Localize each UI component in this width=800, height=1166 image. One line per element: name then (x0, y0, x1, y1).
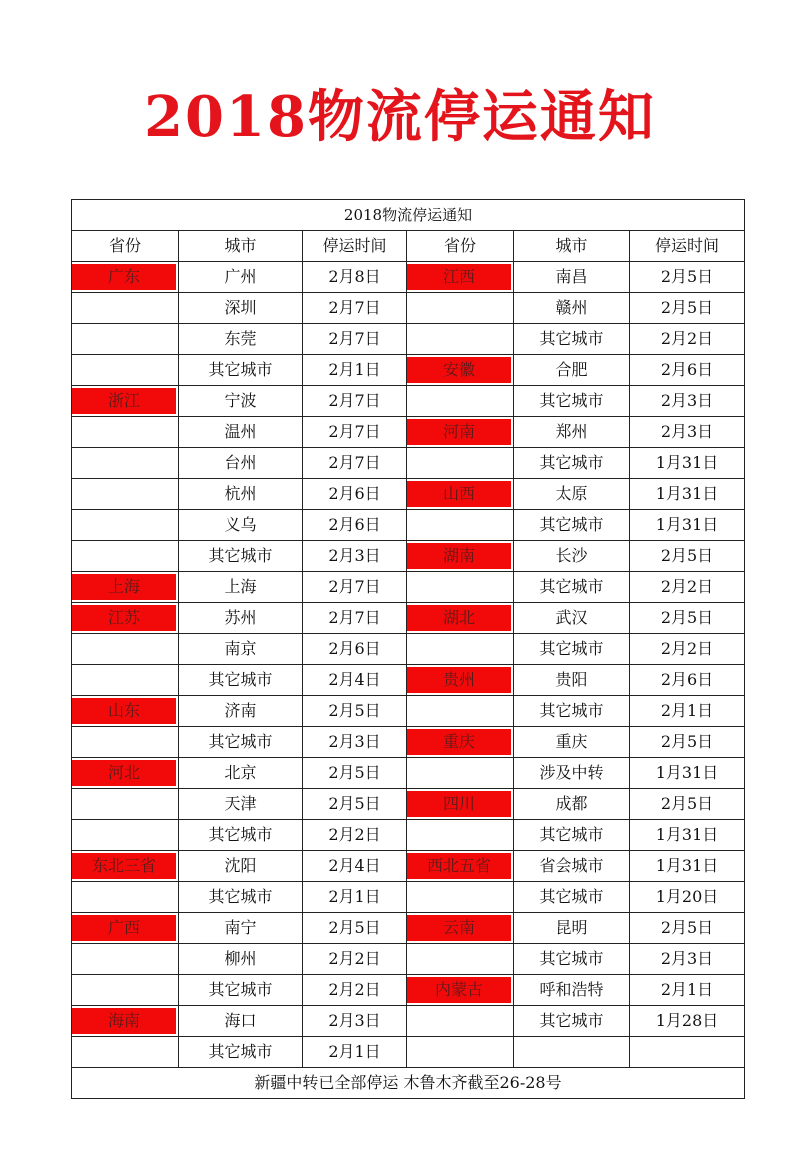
city-cell-left: 其它城市 (179, 820, 303, 851)
city-cell-left: 北京 (179, 758, 303, 789)
province-label: 安徽 (407, 357, 511, 383)
city-cell-left: 其它城市 (179, 1037, 303, 1068)
table-row (72, 448, 745, 479)
date-cell-left: 2月5日 (303, 696, 407, 727)
city-cell-right: 成都 (514, 789, 630, 820)
table-title: 2018物流停运通知 (72, 200, 745, 231)
date-cell-right: 1月31日 (630, 448, 745, 479)
province-label: 四川 (407, 791, 511, 817)
province-label: 内蒙古 (407, 977, 511, 1003)
province-cell-left (72, 944, 179, 975)
city-cell-right: 其它城市 (514, 634, 630, 665)
province-label: 山西 (407, 481, 511, 507)
province-cell-right (407, 851, 514, 882)
province-cell-left (72, 882, 179, 913)
city-cell-right: 郑州 (514, 417, 630, 448)
date-cell-left: 2月3日 (303, 727, 407, 758)
province-label: 广西 (72, 915, 176, 941)
date-cell-right: 1月31日 (630, 851, 745, 882)
date-cell-right: 1月31日 (630, 820, 745, 851)
province-label: 山东 (72, 698, 176, 724)
table-row (72, 262, 745, 293)
province-cell-right (407, 603, 514, 634)
date-cell-right: 2月2日 (630, 634, 745, 665)
province-cell-right (407, 510, 514, 541)
date-cell-right: 2月5日 (630, 541, 745, 572)
date-cell-left: 2月3日 (303, 1006, 407, 1037)
date-cell-left: 2月7日 (303, 603, 407, 634)
province-cell-left (72, 386, 179, 417)
table-row (72, 1006, 745, 1037)
header-city-right: 城市 (514, 231, 630, 262)
city-cell-right: 其它城市 (514, 882, 630, 913)
header-date-left: 停运时间 (303, 231, 407, 262)
date-cell-left: 2月7日 (303, 572, 407, 603)
province-cell-left (72, 1006, 179, 1037)
province-label: 海南 (72, 1008, 176, 1034)
table-row (72, 727, 745, 758)
city-cell-left: 其它城市 (179, 975, 303, 1006)
city-cell-left: 天津 (179, 789, 303, 820)
date-cell-right: 2月2日 (630, 572, 745, 603)
date-cell-left: 2月1日 (303, 882, 407, 913)
province-cell-right (407, 882, 514, 913)
province-cell-left (72, 355, 179, 386)
city-cell-right: 其它城市 (514, 386, 630, 417)
city-cell-left: 杭州 (179, 479, 303, 510)
city-cell-left: 海口 (179, 1006, 303, 1037)
table-row (72, 386, 745, 417)
table-title-row (72, 200, 745, 231)
city-cell-left: 其它城市 (179, 727, 303, 758)
date-cell-right: 2月6日 (630, 355, 745, 386)
date-cell-left: 2月5日 (303, 758, 407, 789)
city-cell-left: 南京 (179, 634, 303, 665)
city-cell-right: 长沙 (514, 541, 630, 572)
table-row (72, 944, 745, 975)
province-cell-right (407, 820, 514, 851)
province-cell-right (407, 386, 514, 417)
city-cell-right: 其它城市 (514, 944, 630, 975)
city-cell-left: 其它城市 (179, 355, 303, 386)
date-cell-left: 2月7日 (303, 386, 407, 417)
city-cell-right: 贵阳 (514, 665, 630, 696)
province-cell-left (72, 324, 179, 355)
table-row (72, 789, 745, 820)
city-cell-right: 其它城市 (514, 820, 630, 851)
province-cell-left (72, 634, 179, 665)
table-row (72, 541, 745, 572)
table-row (72, 479, 745, 510)
table-row (72, 603, 745, 634)
province-label: 江西 (407, 264, 511, 290)
province-cell-right (407, 262, 514, 293)
city-cell-left: 义乌 (179, 510, 303, 541)
date-cell-right: 1月31日 (630, 758, 745, 789)
table-row (72, 510, 745, 541)
province-cell-right (407, 417, 514, 448)
city-cell-left: 温州 (179, 417, 303, 448)
province-cell-right (407, 479, 514, 510)
province-cell-left (72, 293, 179, 324)
date-cell-left: 2月7日 (303, 448, 407, 479)
province-cell-right (407, 572, 514, 603)
table-row (72, 572, 745, 603)
province-cell-left (72, 572, 179, 603)
province-label: 河南 (407, 419, 511, 445)
date-cell-right: 2月6日 (630, 665, 745, 696)
province-cell-right (407, 758, 514, 789)
date-cell-left: 2月2日 (303, 944, 407, 975)
date-cell-right: 1月31日 (630, 510, 745, 541)
province-label: 重庆 (407, 729, 511, 755)
city-cell-right: 省会城市 (514, 851, 630, 882)
province-cell-right (407, 696, 514, 727)
province-cell-left (72, 758, 179, 789)
city-cell-right: 武汉 (514, 603, 630, 634)
city-cell-left: 苏州 (179, 603, 303, 634)
header-city-left: 城市 (179, 231, 303, 262)
province-cell-left (72, 789, 179, 820)
city-cell-right: 其它城市 (514, 572, 630, 603)
city-cell-right: 太原 (514, 479, 630, 510)
city-cell-left: 深圳 (179, 293, 303, 324)
province-label: 湖南 (407, 543, 511, 569)
province-cell-left (72, 417, 179, 448)
date-cell-left: 2月5日 (303, 913, 407, 944)
date-cell-left: 2月6日 (303, 479, 407, 510)
province-cell-right (407, 975, 514, 1006)
city-cell-left: 上海 (179, 572, 303, 603)
date-cell-right: 2月3日 (630, 417, 745, 448)
province-label: 河北 (72, 760, 176, 786)
province-cell-right (407, 324, 514, 355)
table-row (72, 1037, 745, 1068)
date-cell-left: 2月3日 (303, 541, 407, 572)
date-cell-left: 2月7日 (303, 417, 407, 448)
logistics-suspension-table (71, 199, 745, 1099)
province-cell-right (407, 727, 514, 758)
footer-note: 新疆中转已全部停运 木鲁木齐截至26-28号 (72, 1068, 745, 1099)
city-cell-left: 台州 (179, 448, 303, 479)
province-cell-left (72, 727, 179, 758)
province-cell-right (407, 634, 514, 665)
city-cell-left: 柳州 (179, 944, 303, 975)
province-cell-right (407, 665, 514, 696)
city-cell-left: 广州 (179, 262, 303, 293)
table-row (72, 634, 745, 665)
province-label: 云南 (407, 915, 511, 941)
table-footer-row (72, 1068, 745, 1099)
province-cell-left (72, 851, 179, 882)
city-cell-left: 其它城市 (179, 541, 303, 572)
city-cell-right: 重庆 (514, 727, 630, 758)
page-title: 2018物流停运通知 (144, 84, 656, 150)
city-cell-left: 东莞 (179, 324, 303, 355)
city-cell-right: 赣州 (514, 293, 630, 324)
table-row (72, 820, 745, 851)
date-cell-right: 1月28日 (630, 1006, 745, 1037)
date-cell-left: 2月2日 (303, 975, 407, 1006)
province-cell-right (407, 448, 514, 479)
province-cell-right (407, 1006, 514, 1037)
date-cell-left: 2月4日 (303, 665, 407, 696)
date-cell-left: 2月1日 (303, 1037, 407, 1068)
table-row (72, 293, 745, 324)
table-row (72, 975, 745, 1006)
date-cell-left: 2月5日 (303, 789, 407, 820)
province-cell-left (72, 913, 179, 944)
table-row (72, 882, 745, 913)
date-cell-left: 2月1日 (303, 355, 407, 386)
province-cell-left (72, 603, 179, 634)
date-cell-left: 2月7日 (303, 293, 407, 324)
date-cell-right: 2月3日 (630, 386, 745, 417)
date-cell-right: 2月5日 (630, 727, 745, 758)
city-cell-left: 南宁 (179, 913, 303, 944)
province-label: 广东 (72, 264, 176, 290)
province-cell-left (72, 975, 179, 1006)
date-cell-right: 2月5日 (630, 293, 745, 324)
province-label: 上海 (72, 574, 176, 600)
table-row (72, 417, 745, 448)
date-cell-left: 2月4日 (303, 851, 407, 882)
date-cell-right: 2月5日 (630, 789, 745, 820)
province-cell-left (72, 510, 179, 541)
date-cell-right: 2月1日 (630, 696, 745, 727)
table-row (72, 324, 745, 355)
province-label: 浙江 (72, 388, 176, 414)
province-cell-left (72, 262, 179, 293)
province-cell-right (407, 789, 514, 820)
province-cell-left (72, 448, 179, 479)
province-label: 贵州 (407, 667, 511, 693)
date-cell-left: 2月6日 (303, 634, 407, 665)
table-header-row (72, 231, 745, 262)
date-cell-left: 2月2日 (303, 820, 407, 851)
date-cell-right: 1月31日 (630, 479, 745, 510)
province-cell-right (407, 293, 514, 324)
province-cell-left (72, 479, 179, 510)
table-row (72, 758, 745, 789)
date-cell-right: 1月20日 (630, 882, 745, 913)
date-cell-right: 2月5日 (630, 913, 745, 944)
table-row (72, 913, 745, 944)
province-label: 江苏 (72, 605, 176, 631)
date-cell-right: 2月5日 (630, 603, 745, 634)
table-row (72, 355, 745, 386)
province-label: 西北五省 (407, 853, 511, 879)
date-cell-right: 2月2日 (630, 324, 745, 355)
city-cell-right: 合肥 (514, 355, 630, 386)
city-cell-right: 其它城市 (514, 696, 630, 727)
city-cell-left: 宁波 (179, 386, 303, 417)
city-cell-left: 沈阳 (179, 851, 303, 882)
date-cell-right: 2月3日 (630, 944, 745, 975)
table-row (72, 851, 745, 882)
header-date-right: 停运时间 (630, 231, 745, 262)
province-cell-right (407, 944, 514, 975)
city-cell-left: 其它城市 (179, 882, 303, 913)
province-cell-left (72, 665, 179, 696)
province-cell-right (407, 541, 514, 572)
header-province-left: 省份 (72, 231, 179, 262)
province-cell-left (72, 1037, 179, 1068)
city-cell-right: 呼和浩特 (514, 975, 630, 1006)
province-cell-right (407, 1037, 514, 1068)
date-cell-left: 2月7日 (303, 324, 407, 355)
province-label: 东北三省 (72, 853, 176, 879)
city-cell-left: 其它城市 (179, 665, 303, 696)
date-cell-right: 2月1日 (630, 975, 745, 1006)
city-cell-right (514, 1037, 630, 1068)
city-cell-right: 其它城市 (514, 510, 630, 541)
city-cell-right: 其它城市 (514, 1006, 630, 1037)
province-cell-left (72, 696, 179, 727)
city-cell-right: 昆明 (514, 913, 630, 944)
date-cell-right (630, 1037, 745, 1068)
date-cell-left: 2月6日 (303, 510, 407, 541)
date-cell-right: 2月5日 (630, 262, 745, 293)
header-province-right: 省份 (407, 231, 514, 262)
province-cell-left (72, 541, 179, 572)
table-row (72, 665, 745, 696)
city-cell-right: 其它城市 (514, 324, 630, 355)
date-cell-left: 2月8日 (303, 262, 407, 293)
table-row (72, 696, 745, 727)
city-cell-left: 济南 (179, 696, 303, 727)
city-cell-right: 其它城市 (514, 448, 630, 479)
city-cell-right: 涉及中转 (514, 758, 630, 789)
province-cell-right (407, 355, 514, 386)
province-cell-left (72, 820, 179, 851)
province-cell-right (407, 913, 514, 944)
province-label: 湖北 (407, 605, 511, 631)
city-cell-right: 南昌 (514, 262, 630, 293)
